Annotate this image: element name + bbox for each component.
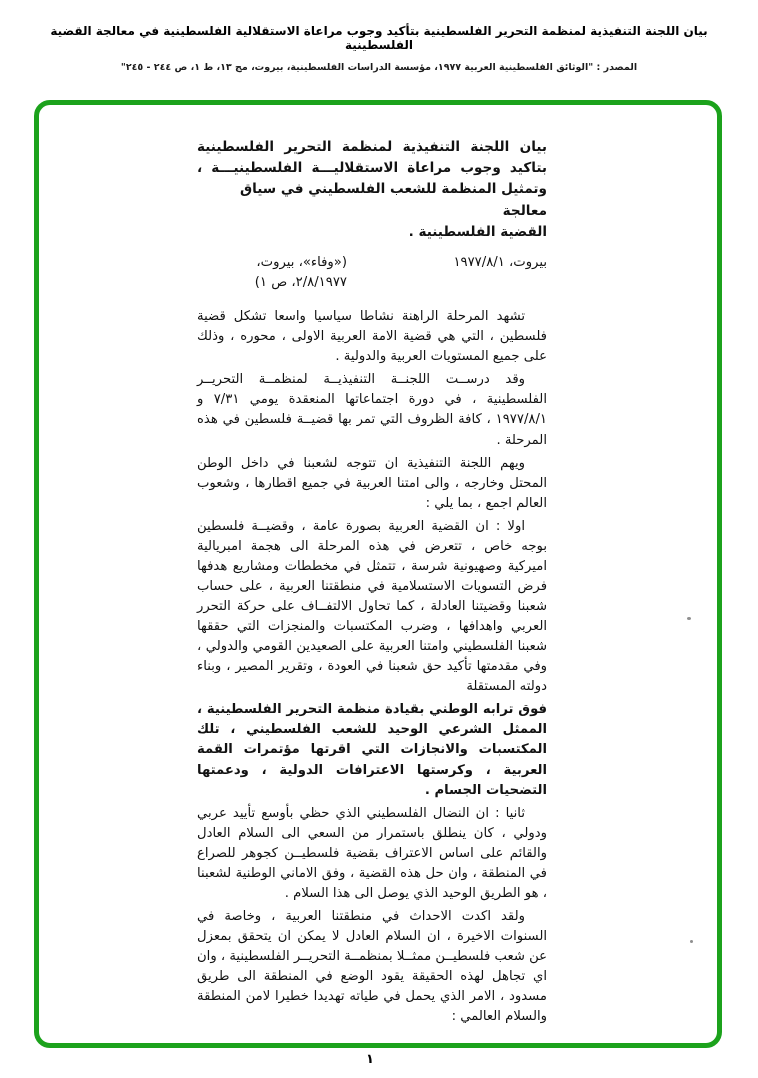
title-line: القضية الفلسطينية . xyxy=(408,223,547,240)
statement-paragraph-first: اولا : ان القضية العربية بصورة عامة ، وقضيــة فلسطين بوجه خاص ، تتعرض في هذه المرحلة الى هجمة امبريالية اميركية وصهيونية شرسة ، تتمثل في مخططات ومشاريع هدفها فرض التسويات الاستسلامية في منطقتنا العربية ، على حساب شعبنا وقضيتنا العادلة ، كما تحاول الالتفــاف على حركة التحرر العربي واهدافها ، وضرب المكتسبات والمنجزات التي حققها شعبنا الفلسطيني وامتنا العربية على الصعيدين القومي والدولي ، وفي مقدمتها تأكيد حق شعبنا في العودة ، وتقرير المصير ، وبناء دولته المستقلة xyxy=(197,518,547,695)
dateline xyxy=(197,253,547,293)
statement-title xyxy=(197,137,547,243)
page-number: ١ xyxy=(366,1052,374,1067)
page-header xyxy=(28,24,730,73)
statement-paragraph-second: ثانيا : ان النضال الفلسطيني الذي حظي بأوسع تأييد عربي ودولي ، كان ينطلق باستمرار من السعي الى السلام العادل والقائم على اساس الاعتراف بقضية فلسطيــن كجوهر للصراع في المنطقة ، وان حل هذه القضية ، وفق الاماني الوطنية لشعبنا ، هو الطريق الوحيد الذي يوصل الى هذا السلام . xyxy=(197,805,547,901)
document-caption: بيان اللجنة التنفيذية لمنظمة التحرير الفلسطينية بتأكيد وجوب مراعاة الاستقلالية الفلسطينية في معالجة القضية الفلسطينية xyxy=(50,24,708,52)
title-line: وتمثيل المنظمة للشعب الفلسطيني في سياق معالجة xyxy=(240,181,547,219)
statement-paragraph: ويهم اللجنة التنفيذية ان تتوجه لشعبنا في داخل الوطن المحتل وخارجه ، والى امتنا العربية في جميع اقطارها ، وشعوب العالم اجمع ، بما يلي : xyxy=(197,455,547,511)
source-caption: المصدر : "الوثائق الفلسطينية العربية ١٩٧٧، مؤسسة الدراسات الفلسطينية، بيروت، مج ١٣، ط ١، ص ٢٤٤ - ٢٤٥" xyxy=(120,62,638,73)
scan-speck xyxy=(687,617,691,620)
statement-paragraph: وقد درســت اللجنــة التنفيذيــة لمنظمــة التحريــر الفلسطينية ، في دورة اجتماعاتها المنعقدة يومي ٧/٣١ و ١٩٧٧/٨/١ ، كافة الظروف التي تمر بها قضيــة فلسطين في هذه المرحلة . xyxy=(197,372,547,448)
source-reference: («وفاء»، بيروت، ٢/٨/١٩٧٧، ص ١) xyxy=(254,255,347,291)
place-date: بيروت، ١٩٧٧/٨/١ xyxy=(453,255,547,271)
title-line: بتاكيد وجوب مراعاة الاستقلاليـــة الفلسطينيـــة ، xyxy=(197,160,547,177)
green-border-frame xyxy=(34,100,722,1048)
statement-paragraph-emphasis: فوق ترابه الوطني بقيادة منظمة التحرير الفلسطينية ، الممثل الشرعي الوحيد للشعب الفلسطيني ، تلك المكتسبات والانجازات التي اقرتها مؤتمرات القمة العربية ، وكرستها الاعترافات الدولية ، ودعمتها التضحيات الجسام . xyxy=(197,702,547,798)
title-line: بيان اللجنة التنفيذية لمنظمة التحرير الفلسطينية xyxy=(197,139,547,155)
statement-paragraph: ولقد اكدت الاحداث في منطقتنا العربية ، وخاصة في السنوات الاخيرة ، ان السلام العادل لا يمكن ان يتحقق بمعزل عن شعب فلسطيــن ممثــلا بمنظمــة التحريــر الفلسطينية ، وان اي تجاهل لهذه الحقيقة يقود الوضع في المنطقة الى طريق مسدود ، الامر الذي يحمل في طياته تهديدا خطيرا لامن المنطقة والسلام العالمي : xyxy=(197,908,547,1025)
scan-speck xyxy=(690,940,693,943)
document-body xyxy=(197,137,547,1030)
statement-paragraph: تشهد المرحلة الراهنة نشاطا سياسيا واسعا تشكل قضية فلسطين ، التي هي قضية الامة العربية الاولى ، محوره ، وذلك على جميع المستويات العربية والدولية . xyxy=(197,309,547,365)
